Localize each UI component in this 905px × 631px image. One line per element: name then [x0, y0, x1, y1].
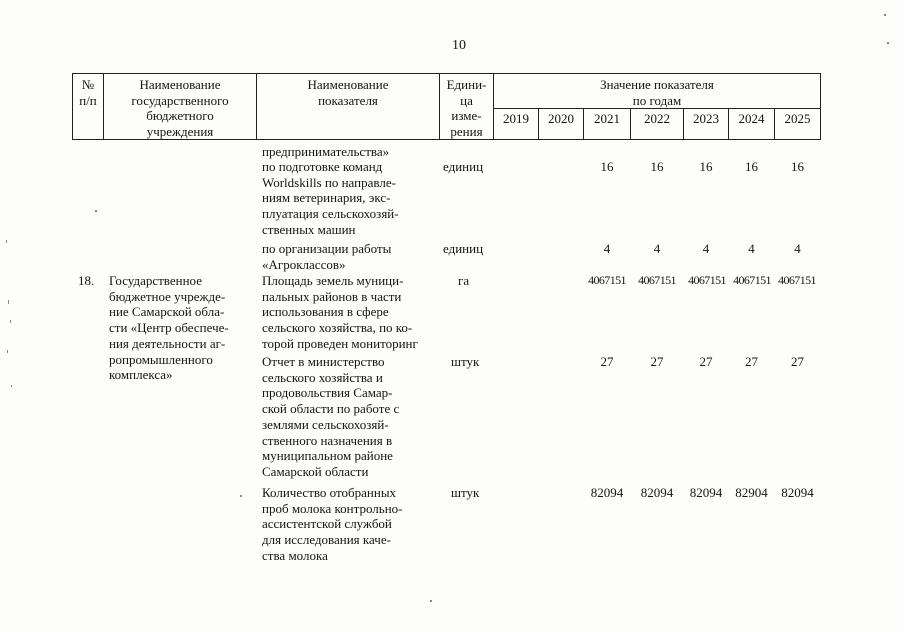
unit-cell: штук — [451, 485, 480, 500]
year-2022: 2022 — [644, 111, 670, 126]
year-2020: 2020 — [548, 111, 574, 126]
value-2024: 4 — [748, 241, 755, 256]
value-2025: 82094 — [781, 485, 814, 500]
year-2023: 2023 — [693, 111, 719, 126]
scan-artifact — [11, 385, 12, 387]
indicator-text: по подготовке команд Worldskills по направле- ниям ветеринария, экс- плуатация сельскохозяй- ственных машин — [262, 159, 399, 237]
value-2023: 4067151 — [688, 273, 726, 287]
value-2025: 4 — [794, 241, 801, 256]
scan-artifact — [10, 320, 11, 323]
value-2022: 4 — [653, 241, 661, 256]
header-number: № п/п — [79, 77, 97, 108]
header-values: Значение показателя по годам — [600, 77, 714, 108]
value-2025: 4067151 — [778, 273, 816, 287]
header-unit: Едини- ца изме- рения — [446, 77, 487, 139]
header-institution: Наименование государственного бюджетного учреждения — [131, 77, 229, 139]
scan-artifact — [887, 42, 889, 44]
indicator-text: Отчет в министерство сельского хозяйства и продовольствия Самар- ской области по работе с землями сельскохозяй- ственного назначения в муниципальном районе Самарской области — [262, 354, 400, 479]
value-2022: 4067151 — [638, 273, 676, 287]
year-2019: 2019 — [503, 111, 529, 126]
row-number: 18. — [78, 273, 95, 288]
scan-artifact — [240, 495, 242, 497]
scan-artifact — [430, 600, 432, 602]
unit-cell: единиц — [443, 159, 484, 174]
value-2022: 27 — [650, 354, 664, 369]
value-2025: 16 — [791, 159, 804, 174]
page-number: 10 — [452, 38, 466, 53]
indicator-text: по организации работы «Агроклассов» — [262, 241, 392, 272]
value-2023: 27 — [699, 354, 713, 369]
scan-artifact — [884, 14, 886, 16]
years-top-border — [493, 108, 820, 109]
value-2021: 4067151 — [588, 273, 626, 287]
indicator-text: Количество отобранных проб молока контрольно- ассистентской службой для исследования каче- ства молока — [262, 485, 403, 563]
value-2022: 16 — [650, 159, 664, 174]
scan-artifact — [8, 300, 9, 304]
year-2021: 2021 — [594, 111, 620, 126]
value-2024: 16 — [745, 159, 758, 174]
scan-artifact — [7, 350, 8, 353]
value-2021: 16 — [600, 159, 614, 174]
indicator-text: Площадь земель муници- пальных районов в части использования в сфере сельского хозяйства, по ко- торой проведен мониторинг — [262, 273, 418, 351]
unit-cell: штук — [451, 354, 480, 369]
value-2024: 82904 — [735, 485, 768, 500]
value-2024: 27 — [745, 354, 758, 369]
year-2024: 2024 — [738, 111, 765, 126]
col-divider — [820, 73, 821, 140]
value-2021: 27 — [600, 354, 614, 369]
header-indicator: Наименование показателя — [307, 77, 389, 108]
unit-cell: га — [458, 273, 470, 288]
indicator-text: предпринимательства» — [262, 144, 390, 159]
value-2023: 82094 — [689, 485, 723, 500]
header-top-border — [72, 73, 820, 74]
scan-artifact — [95, 210, 97, 212]
value-2023: 4 — [702, 241, 710, 256]
unit-cell: единиц — [443, 241, 484, 256]
header-bottom-border — [72, 139, 820, 140]
value-2024: 4067151 — [733, 273, 771, 287]
value-2023: 16 — [699, 159, 713, 174]
value-2021: 82094 — [590, 485, 624, 500]
scan-artifact — [6, 240, 7, 243]
value-2025: 27 — [791, 354, 804, 369]
value-2022: 82094 — [640, 485, 674, 500]
value-2021: 4 — [603, 241, 611, 256]
institution-name: Государственное бюджетное учрежде- ние Самарской обла- сти «Центр обеспече- ния деятельности аг- ропромышленного комплекса» — [109, 273, 229, 383]
year-2025: 2025 — [784, 111, 811, 126]
